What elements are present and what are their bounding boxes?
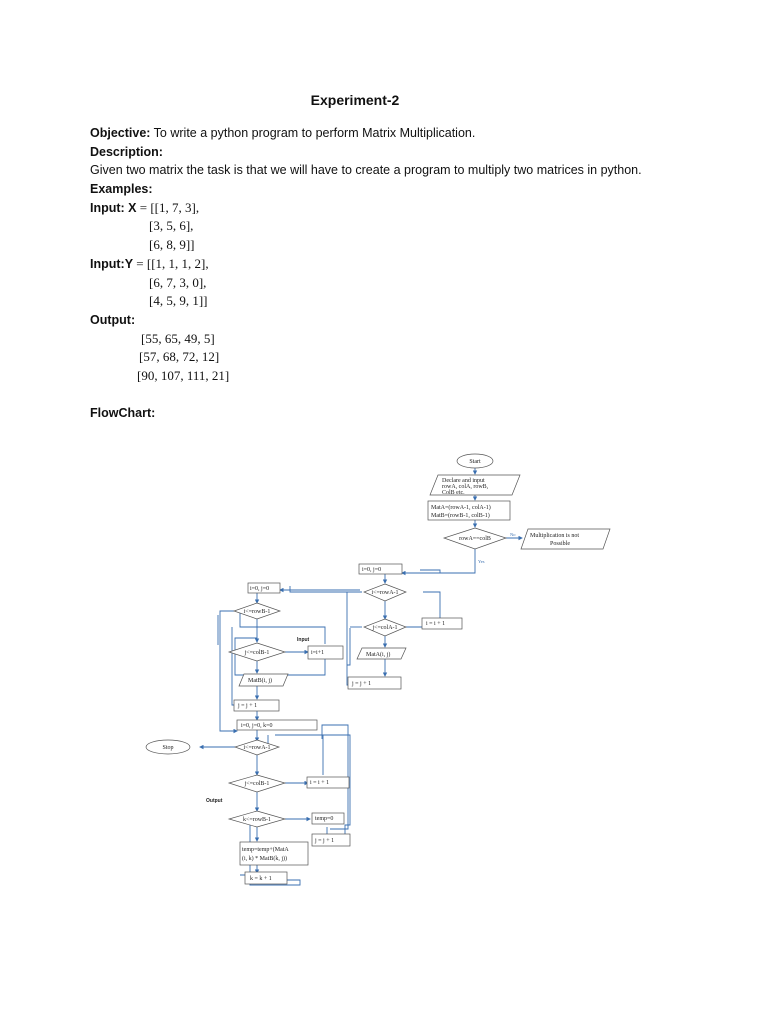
matrix-declare-text: MatA=(rowA-1, colA-1) xyxy=(431,505,491,511)
input-x-label: Input: X xyxy=(90,201,137,215)
objective-label: Objective: xyxy=(90,126,151,140)
condition-text: j<=colB-1 xyxy=(244,650,270,656)
temp-reset-text: temp=0 xyxy=(315,816,334,822)
increment-text: j = j + 1 xyxy=(352,681,372,687)
flowchart-label: FlowChart: xyxy=(90,406,156,420)
objective-text: To write a python program to perform Matrix Multiplication. xyxy=(150,126,476,140)
temp-calc-text: temp=temp+(MatA xyxy=(242,847,289,853)
increment-text: k = k + 1 xyxy=(250,876,272,882)
temp-calc-text: (i, k) * MatB(k, j)) xyxy=(242,856,287,862)
not-possible-text: Possible xyxy=(550,541,571,547)
input-annotation: Input xyxy=(297,637,310,643)
not-possible-text: Multiplication is not xyxy=(530,533,579,539)
page-title: Experiment-2 xyxy=(310,92,400,108)
condition-text: i<=rowA-1 xyxy=(371,590,399,596)
condition-text: i<=rowB-1 xyxy=(243,609,271,615)
init-b-text: i=0, j=0 xyxy=(250,586,270,592)
description-label: Description: xyxy=(90,145,163,159)
output-label: Output: xyxy=(90,313,136,327)
input-mata-text: MatA(i, j) xyxy=(366,652,391,658)
input-y-row: [4, 5, 9, 1]] xyxy=(149,293,208,308)
input-x-row: [3, 5, 6], xyxy=(149,218,194,233)
condition-text: j<=colB-1 xyxy=(244,781,270,787)
increment-text: j = j + 1 xyxy=(315,838,335,844)
declare-text: rowA, colA, rowB, xyxy=(442,484,489,490)
output-row: [57, 68, 72, 12] xyxy=(139,349,220,364)
input-y-row: = [[1, 1, 1, 2], xyxy=(133,256,209,271)
input-y-row: [6, 7, 3, 0], xyxy=(149,275,207,290)
init-c-text: i=0, j=0, k=0 xyxy=(241,723,273,729)
matrix-multiplication-flowchart xyxy=(140,445,630,895)
matrix-declare-text: MatB=(rowB-1, colB-1) xyxy=(431,513,490,519)
input-y-line xyxy=(90,256,209,272)
increment-text: j = j + 1 xyxy=(238,703,258,709)
yes-label: Yes xyxy=(478,559,485,564)
input-matb-text: MatB(i, j) xyxy=(248,678,272,684)
input-x-row: [6, 8, 9]] xyxy=(149,237,195,252)
condition-text: rowA==colB xyxy=(459,536,491,542)
condition-text: j<=colA-1 xyxy=(372,625,398,631)
no-label: No xyxy=(510,532,516,537)
output-annotation: Output xyxy=(206,798,223,804)
increment-text: i = i + 1 xyxy=(310,780,330,786)
input-x-row: = [[1, 7, 3], xyxy=(136,200,200,215)
examples-label: Examples: xyxy=(90,182,153,196)
condition-text: k<=rowB-1 xyxy=(242,817,272,823)
objective-line xyxy=(90,126,475,140)
declare-text: ColB etc. xyxy=(442,490,465,496)
stop-text: Stop xyxy=(162,745,174,751)
input-x-line xyxy=(90,200,199,216)
output-row: [90, 107, 111, 21] xyxy=(137,368,230,383)
increment-text: i=i+1 xyxy=(311,650,325,656)
increment-text: i = i + 1 xyxy=(426,621,446,627)
description-text: Given two matrix the task is that we will have to create a program to multiply two matrices in python. xyxy=(90,163,642,177)
condition-text: i<=rowA-1 xyxy=(243,745,271,751)
declare-text: Declare and input xyxy=(442,478,485,484)
init-a-text: i=0, j=0 xyxy=(362,567,382,573)
start-text: Start xyxy=(469,459,481,465)
output-row: [55, 65, 49, 5] xyxy=(141,331,215,346)
input-y-label: Input:Y xyxy=(90,257,134,271)
